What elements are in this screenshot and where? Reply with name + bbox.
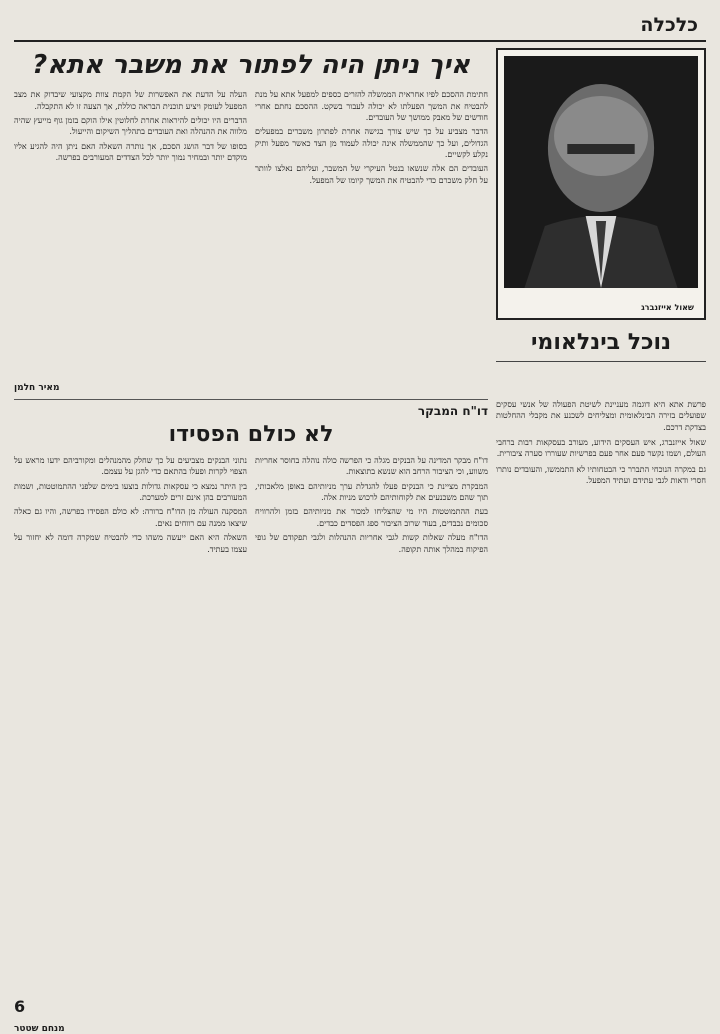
paragraph: הדברים היו יכולים להיראות אחרת לחלוטין אילו הוקם בזמן גוף מייעץ שהיה מלווה את ההנהלה ואת העובדים בתהליך השיקום והייעול. (14, 115, 247, 137)
paragraph: העובדים הם אלה שנשאו בנטל העיקרי של המשבר, ועליהם נאלצו לוותר על חלק משכרם כדי להבטיח את המשך קיומו של המפעל. (255, 164, 488, 185)
second-kicker: דו"ח המבקר (417, 404, 488, 418)
paragraph: פרשת אתא היא דוגמה מעניינת לשיטת הפעולה של אנשי עסקים שפועלים בזירה הבינלאומית ומצליחים לשכנע את מקבלי ההחלטות בצדקת דרכם. (496, 400, 706, 432)
paragraph: חתימת ההסכם לפיו אחראית הממשלה להזרים כספים למפעל אתא על מנת להבטיח את המשך הפעלתו לא יכולה לעבור בשקט. ההסכם נחתם אחרי חודשים של מאבק ממושך של העובדים. (255, 90, 488, 122)
second-article-column (255, 455, 488, 1022)
paragraph: גם במקרה הנוכחי התברר כי הבטחותיו לא התממשו, והעובדים נותרו חסרי ודאות לגבי עתידם ועתיד המפעל. (496, 464, 706, 486)
top-row (14, 48, 706, 393)
main-article-columns (14, 89, 488, 380)
main-byline: מאיר חלמן (14, 383, 60, 393)
page-number: 6 (14, 997, 26, 1016)
second-headline: לא כולם הפסידו (168, 422, 334, 447)
paragraph: בין היתר נמצא כי עסקאות גדולות בוצעו בימים שלפני ההתמוטטות, ושמות המעורבים בהן אינם זרים למערכת. (14, 481, 247, 503)
section-header (14, 10, 706, 42)
second-article (14, 399, 488, 1034)
sidebar-body (496, 399, 706, 1034)
section-name: כלכלה (640, 14, 698, 36)
second-article-column (14, 455, 247, 1022)
second-byline: מנחם שטטר (14, 1024, 65, 1034)
portrait-photo (504, 56, 698, 288)
main-article-column (255, 89, 488, 380)
portrait-frame (496, 48, 706, 320)
portrait-caption: שאול אייזנברג (641, 303, 694, 312)
paragraph: נתוני הבנקים מצביעים על כך שחלק מהמנהלים ומקורביהם ידעו מראש על הצפוי לקרות ופעלו בהתאם כדי להגן על עצמם. (14, 456, 247, 477)
paragraph: בעת ההתמוטטות היו מי שהצליחו למכור את מניותיהם בזמן ולהרוויח סכומים נכבדים, בעוד שרוב הציבור ספג הפסדים כבדים. (255, 507, 488, 528)
paragraph: המסקנה העולה מן הדו"ח ברורה: לא כולם הפסידו בפרשה, והיו גם כאלה שיצאו ממנה עם רווחים נאים. (14, 507, 247, 528)
paragraph: המבקרת מציינת כי הבנקים פעלו להגדלת ערך מניותיהם באופן מלאכותי, תוך שהם משכנעים את לקוחותיהם לרכוש מניות אלה. (255, 481, 488, 503)
second-article-columns (14, 455, 488, 1022)
main-article-column (14, 89, 247, 380)
paragraph: העלה על הדעת את האפשרות של הקמת צוות מקצועי שיבדוק את מצב המפעל לעומק ויציע תוכנית הבראה כוללת, אך הצעה זו לא התקבלה. (14, 90, 247, 111)
paragraph: דו"ח מבקר המדינה על הבנקים מגלה כי הפרשה כולה נוהלה בחוסר אחריות משווע, וכי הציבור הרחב הוא שנשא בתוצאות. (255, 456, 488, 477)
paragraph: השאלה היא האם ייעשה משהו כדי להבטיח שמקרה דומה לא יחזור על עצמו בעתיד. (14, 533, 247, 554)
main-article (14, 48, 488, 393)
paragraph: הדבר מצביע על כך שיש צורך בגישה אחרת לפתרון משברים במפעלים הגדולים, ועל כך שהממשלה אינה יכולה לעמוד מן הצד כאשר מפעל ותיק נקלע לקשיים. (255, 127, 488, 159)
paragraph: שאול אייזנברג, איש העסקים הידוע, מעורב בעסקאות רבות ברחבי העולם, ושמו נקשר פעם אחר פעם בפרשיות שעוררו סערה ציבורית. (496, 438, 706, 459)
sidebar-top (496, 48, 706, 393)
paragraph: הדו"ח מעלה שאלות קשות לגבי אחריות ההנהלות ולגבי תפקודם של גופי הפיקוח במהלך אותה תקופה. (255, 533, 488, 554)
main-headline: איך ניתן היה לפתור את משבר אתא? (32, 50, 470, 80)
paragraph: בסופו של דבר הושג הסכם, אך נותרה השאלה האם ניתן היה להגיע אליו מוקדם יותר ובמחיר נמוך יותר לכל הצדדים המעורבים בפרשה. (14, 141, 247, 162)
sidebar-title: נוכל בינלאומי (496, 320, 706, 362)
bottom-row (14, 399, 706, 1034)
